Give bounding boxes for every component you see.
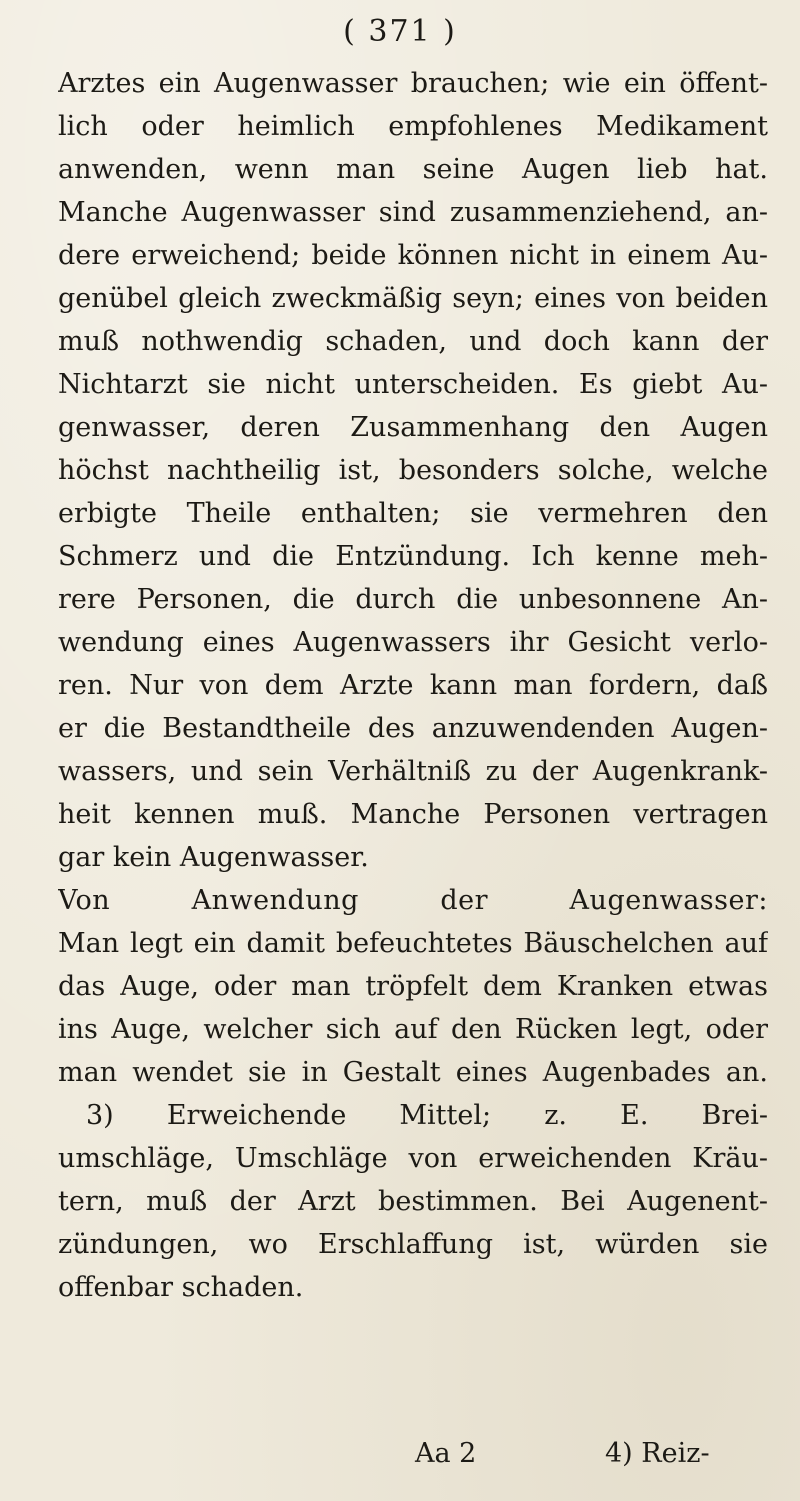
text-line: erbigte Theile enthalten; sie vermehren den bbox=[58, 498, 768, 529]
body-text bbox=[58, 62, 768, 1309]
text-line: er die Bestandtheile des anzuwendenden Augen- bbox=[58, 713, 768, 744]
page-footer bbox=[0, 1438, 800, 1478]
text-line: Man legt ein damit befeuchtetes Bäuschelchen auf bbox=[58, 928, 768, 959]
text-line: Nichtarzt sie nicht unterscheiden. Es giebt Au- bbox=[58, 369, 768, 400]
text-line: genwasser, deren Zusammenhang den Augen bbox=[58, 412, 768, 443]
text-line: Manche Augenwasser sind zusammenziehend, an- bbox=[58, 197, 768, 228]
text-line: zündungen, wo Erschlaffung ist, würden sie bbox=[58, 1229, 768, 1260]
text-line: tern, muß der Arzt bestimmen. Bei Augenent- bbox=[58, 1186, 768, 1217]
catchword: 4) Reiz- bbox=[605, 1438, 710, 1469]
text-line: wendung eines Augenwassers ihr Gesicht verlo- bbox=[58, 627, 768, 658]
section-heading: Von Anwendung der Augenwasser: bbox=[58, 885, 768, 916]
text-line: Arztes ein Augenwasser brauchen; wie ein öffent- bbox=[58, 68, 768, 99]
text-line: ins Auge, welcher sich auf den Rücken legt, oder bbox=[58, 1014, 768, 1045]
text-line: lich oder heimlich empfohlenes Medikament bbox=[58, 111, 768, 142]
text-line: ren. Nur von dem Arzte kann man fordern, daß bbox=[58, 670, 768, 701]
text-line: wassers, und sein Verhältniß zu der Augenkrank- bbox=[58, 756, 768, 787]
text-line: das Auge, oder man tröpfelt dem Kranken etwas bbox=[58, 971, 768, 1002]
text-line: dere erweichend; beide können nicht in einem Au- bbox=[58, 240, 768, 271]
page-number: ( 371 ) bbox=[343, 14, 457, 49]
text-line: muß nothwendig schaden, und doch kann der bbox=[58, 326, 768, 357]
text-line: rere Personen, die durch die unbesonnene An- bbox=[58, 584, 768, 615]
text-line: höchst nachtheilig ist, besonders solche, welche bbox=[58, 455, 768, 486]
text-line: heit kennen muß. Manche Personen vertragen bbox=[58, 799, 768, 830]
text-line: anwenden, wenn man seine Augen lieb hat. bbox=[58, 154, 768, 185]
text-line: gar kein Augenwasser. bbox=[58, 842, 369, 873]
signature-mark: Aa 2 bbox=[415, 1438, 477, 1469]
text-line: Schmerz und die Entzündung. Ich kenne meh- bbox=[58, 541, 768, 572]
text-line: umschläge, Umschläge von erweichenden Kräu- bbox=[58, 1143, 768, 1174]
text-line: offenbar schaden. bbox=[58, 1272, 304, 1303]
text-line: genübel gleich zweckmäßig seyn; eines von beiden bbox=[58, 283, 768, 314]
numbered-heading: 3) Erweichende Mittel; z. E. Brei- bbox=[86, 1100, 768, 1131]
text-line: man wendet sie in Gestalt eines Augenbades an. bbox=[58, 1057, 768, 1088]
